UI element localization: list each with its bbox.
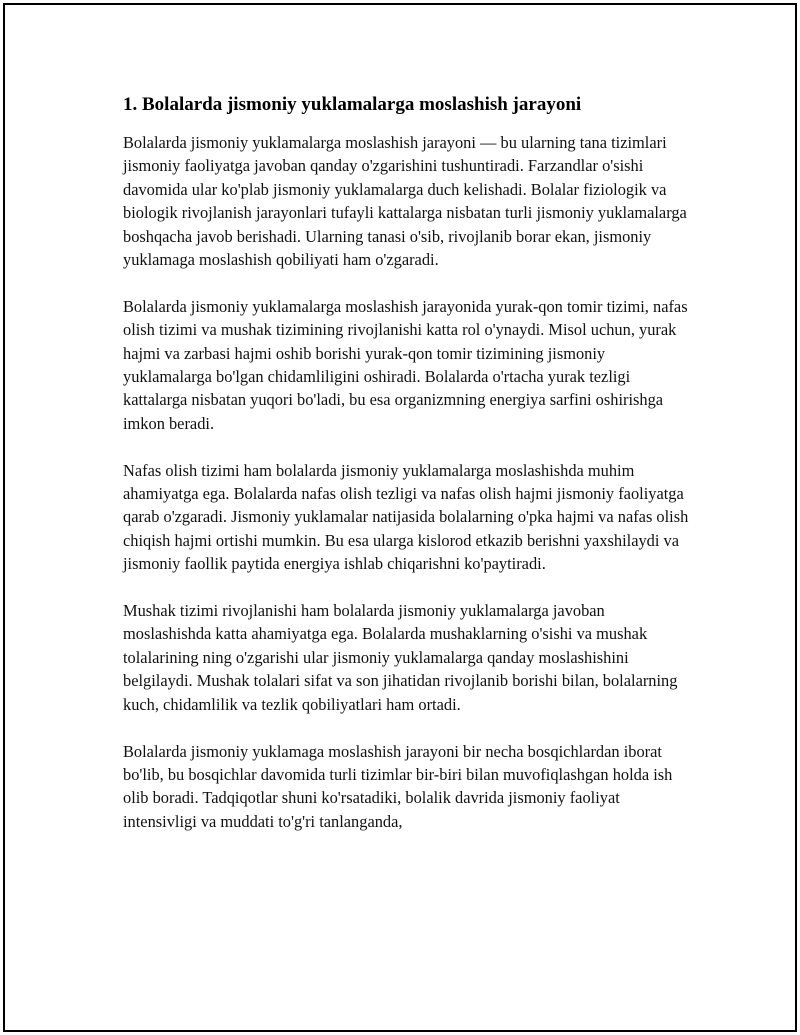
paragraph-2: Bolalarda jismoniy yuklamalarga moslashish jarayonida yurak-qon tomir tizimi, nafas olish tizimi va mushak tizimining rivojlanishi katta rol o'ynaydi. Misol uchun, yurak hajmi va zarbasi hajmi oshib borishi yurak-qon tomir tizimining jismoniy yuklamalarga bo'lgan chidamliligini oshiradi. Bolalarda o'rtacha yurak tezligi kattalarga nisbatan yuqori bo'ladi, bu esa organizmning energiya sarfini oshirishga imkon beradi. [123, 296, 688, 433]
paragraph-3: Nafas olish tizimi ham bolalarda jismoniy yuklamalarga moslashishda muhim ahamiyatga ega. Bolalarda nafas olish tezligi va nafas olish hajmi jismoniy faoliyatga qarab o'zgaradi. Jismoniy yuklamalar natijasida bolalarning o'pka hajmi va nafas olish chiqish hajmi ortishi mumkin. Bu esa ularga kislorod etkazib berishni yaxshilaydi va jismoniy faollik paytida energiya ishlab chiqarishni ko'paytiradi. [123, 460, 689, 574]
paragraph-4: Mushak tizimi rivojlanishi ham bolalarda jismoniy yuklamalarga javoban moslashishda katta ahamiyatga ega. Bolalarda mushaklarning o'sishi va mushak tolalarining ning o'zgarishi ular jismoniy yuklamalarga qanday moslashishini belgilaydi. Mushak tolalari sifat va son jihatidan rivojlanib borishi bilan, bolalarning kuch, chidamlilik va tezlik qobiliyatlari ham ortadi. [123, 601, 678, 714]
section-heading: 1. Bolalarda jismoniy yuklamalarga moslashish jarayoni [123, 94, 582, 115]
document-body [120, 93, 692, 857]
paragraph-5: Bolalarda jismoniy yuklamaga moslashish jarayoni bir necha bosqichlardan iborat bo'lib, bu bosqichlar davomida turli tizimlar bir-biri bilan muvofiqlashgan holda ish olib boradi. Tadqiqotlar shuni ko'rsatadiki, bolalik davrida jismoniy faoliyat intensivligi va muddati to'g'ri tanlanganda, [123, 741, 673, 831]
paragraph-1: Bolalarda jismoniy yuklamalarga moslashish jarayoni — bu ularning tana tizimlari jismoniy faoliyatga javoban qanday o'zgarishini tushuntiradi. Farzandlar o'sishi davomida ular ko'plab jismoniy yuklamalarga duch kelishadi. Bolalar fiziologik va biologik rivojlanish jarayonlari tufayli kattalarga nisbatan turli jismoniy yuklamalarga boshqacha javob berishadi. Ularning tanasi o'sib, rivojlanib borar ekan, jismoniy yuklamaga moslashish qobiliyati ham o'zgaradi. [123, 133, 687, 270]
page-frame [3, 3, 797, 1032]
